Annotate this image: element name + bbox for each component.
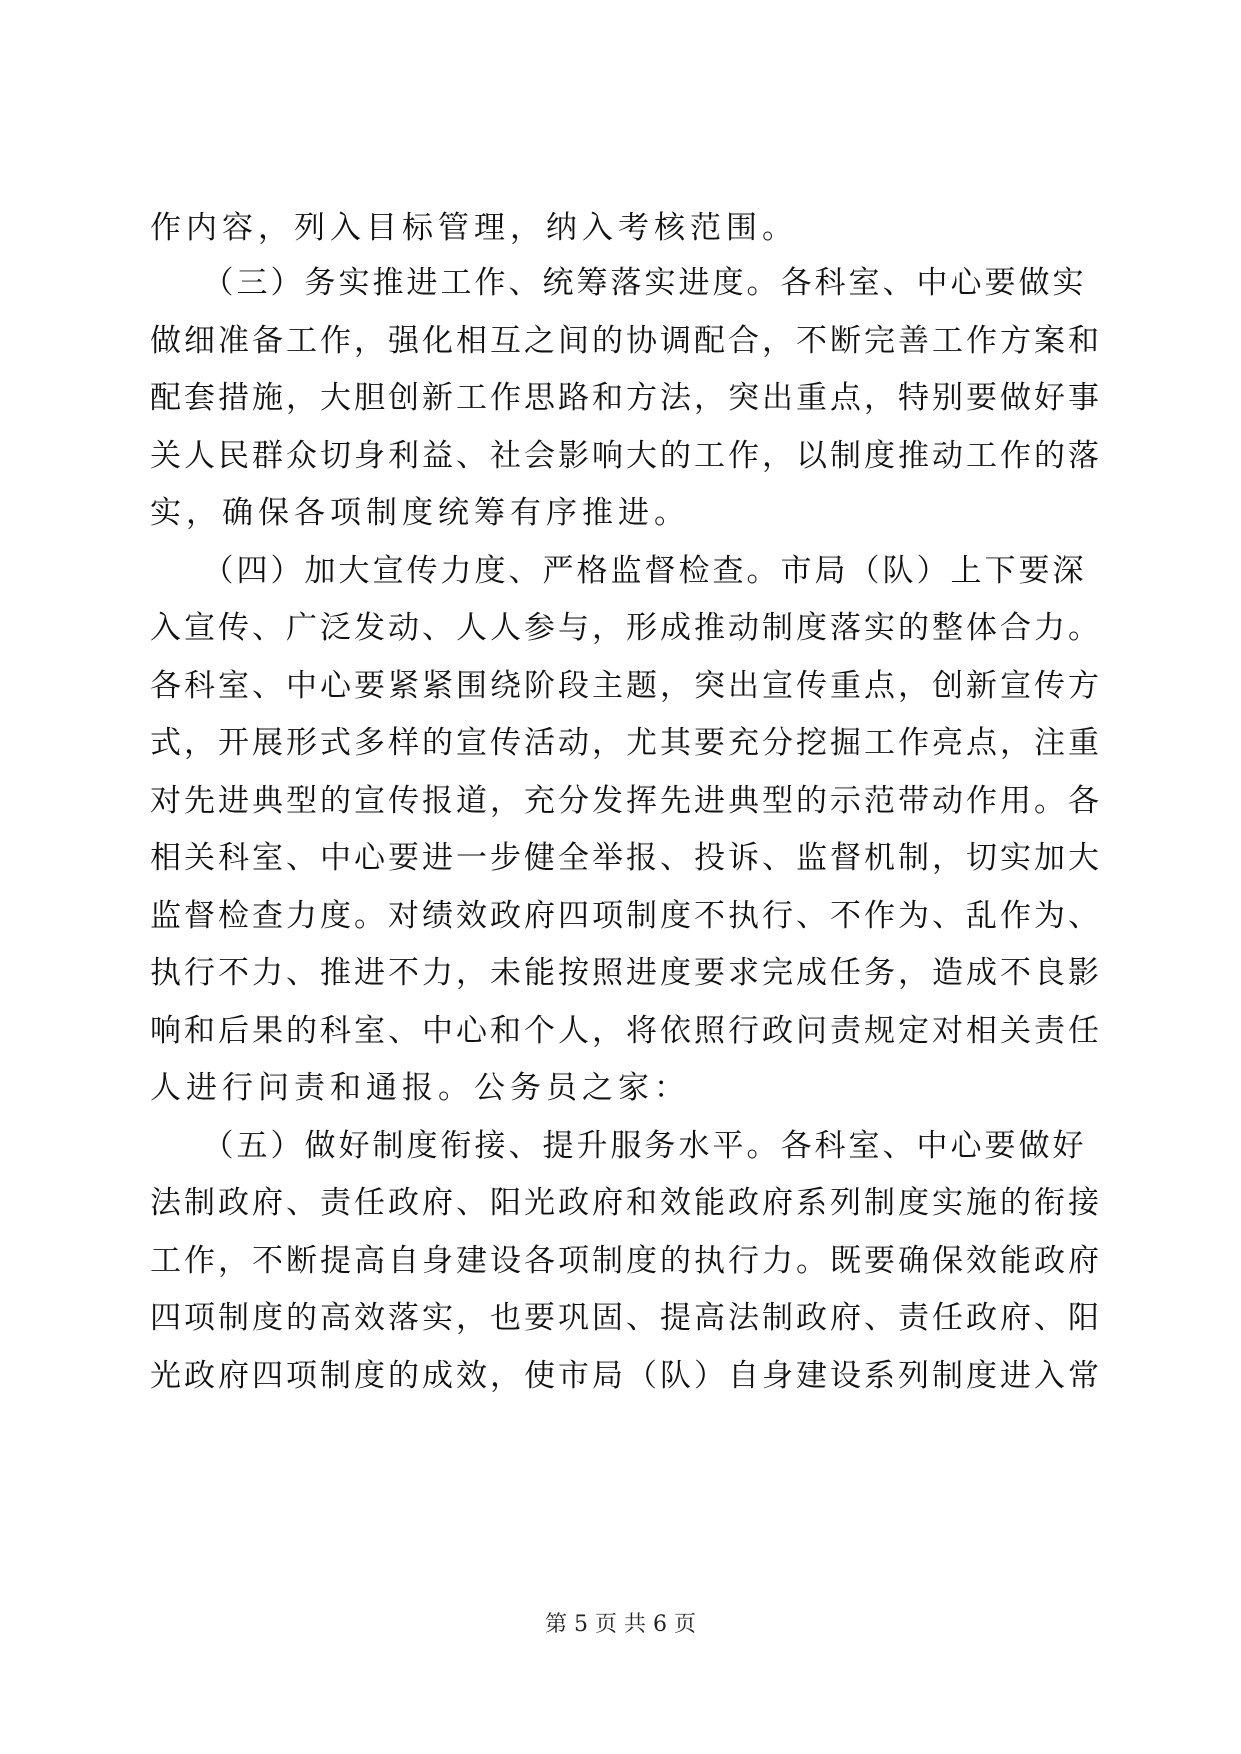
text-line: 人进行问责和通报。公务员之家：: [150, 1070, 690, 1106]
text-line: 入宣传、广泛发动、人人参与，形成推动制度落实的整体合力。: [150, 610, 1102, 646]
text-line: 工作，不断提高自身建设各项制度的执行力。既要确保效能政府: [150, 1243, 1102, 1279]
text-line: 对先进典型的宣传报道，充分发挥先进典型的示范带动作用。各: [150, 783, 1102, 819]
text-line: 执行不力、推进不力，未能按照进度要求完成任务，造成不良影: [150, 955, 1102, 991]
text-line: 响和后果的科室、中心和个人，将依照行政问责规定对相关责任: [150, 1013, 1102, 1049]
text-line: 式，开展形式多样的宣传活动，尤其要充分挖掘工作亮点，注重: [150, 725, 1102, 761]
text-line: 配套措施，大胆创新工作思路和方法，突出重点，特别要做好事: [150, 380, 1102, 416]
text-line: 光政府四项制度的成效，使市局（队）自身建设系列制度进入常: [150, 1358, 1102, 1394]
text-line: 监督检查力度。对绩效政府四项制度不执行、不作为、乱作为、: [150, 898, 1102, 934]
text-line: （三）务实推进工作、统筹落实进度。各科室、中心要做实: [150, 265, 1087, 301]
text-line: 四项制度的高效落实，也要巩固、提高法制政府、责任政府、阳: [150, 1300, 1102, 1336]
text-line: （四）加大宣传力度、严格监督检查。市局（队）上下要深: [150, 553, 1087, 589]
text-line: 各科室、中心要紧紧围绕阶段主题，突出宣传重点，创新宣传方: [150, 668, 1102, 704]
text-line: （五）做好制度衔接、提升服务水平。各科室、中心要做好: [150, 1128, 1087, 1164]
page-number-footer: 第 5 页 共 6 页: [545, 1612, 696, 1637]
text-line: 作内容，列入目标管理，纳入考核范围。: [150, 210, 798, 246]
text-line: 做细准备工作，强化相互之间的协调配合，不断完善工作方案和: [150, 323, 1102, 359]
text-line: 关人民群众切身利益、社会影响大的工作，以制度推动工作的落: [150, 438, 1102, 474]
text-line: 法制政府、责任政府、阳光政府和效能政府系列制度实施的衔接: [150, 1185, 1102, 1221]
text-line: 相关科室、中心要进一步健全举报、投诉、监督机制，切实加大: [150, 840, 1102, 876]
text-line: 实，确保各项制度统筹有序推进。: [150, 495, 690, 531]
